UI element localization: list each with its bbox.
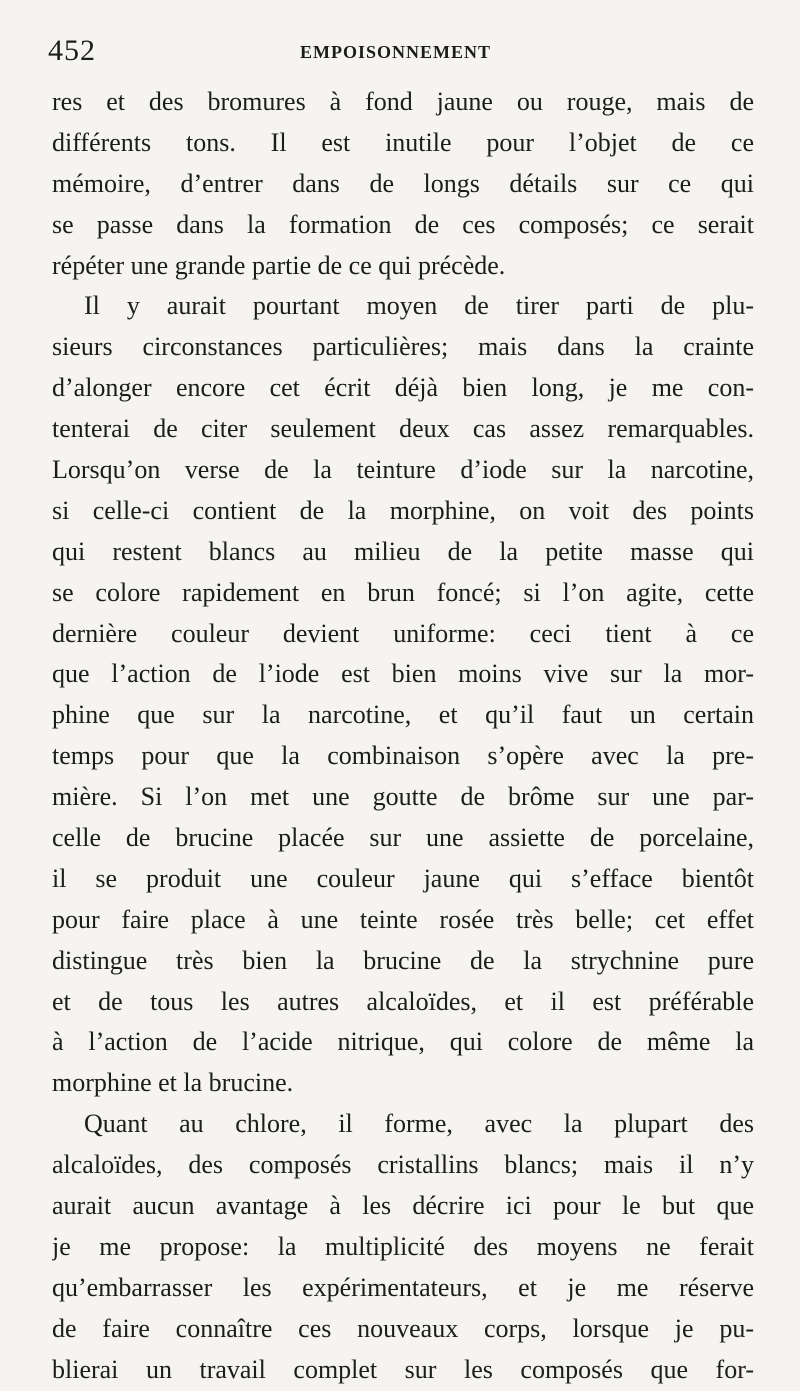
running-head: EMPOISONNEMENT bbox=[300, 42, 492, 62]
text-line: alcaloïdes, des composés cristallins blancs; mais il n’y bbox=[52, 1150, 754, 1180]
page-header bbox=[48, 32, 758, 72]
text-line: pour faire place à une teinte rosée très belle; cet effet bbox=[52, 904, 754, 934]
text-line: dernière couleur devient uniforme: ceci tient à ce bbox=[52, 618, 754, 648]
text-line: à l’action de l’acide nitrique, qui colore de même la bbox=[52, 1027, 754, 1057]
text-line: différents tons. Il est inutile pour l’objet de ce bbox=[52, 127, 754, 157]
text-line: je me propose: la multiplicité des moyens ne ferait bbox=[52, 1231, 754, 1261]
text-line: Il y aurait pourtant moyen de tirer parti de plu- bbox=[84, 291, 754, 321]
text-line: aurait aucun avantage à les décrire ici pour le but que bbox=[52, 1191, 754, 1221]
text-line: se passe dans la formation de ces composés; ce serait bbox=[52, 209, 754, 239]
text-line: si celle-ci contient de la morphine, on voit des points bbox=[52, 495, 754, 525]
text-line: celle de brucine placée sur une assiette de porcelaine, bbox=[52, 823, 754, 853]
text-line: tenterai de citer seulement deux cas assez remarquables. bbox=[52, 414, 754, 444]
text-line: phine que sur la narcotine, et qu’il faut un certain bbox=[52, 700, 754, 730]
text-line: mière. Si l’on met une goutte de brôme sur une par- bbox=[52, 782, 754, 812]
text-line: qu’embarrasser les expérimentateurs, et je me réserve bbox=[52, 1272, 754, 1302]
page-number: 452 bbox=[48, 34, 96, 67]
text-line: distingue très bien la brucine de la strychnine pure bbox=[52, 945, 754, 975]
text-line: Lorsqu’on verse de la teinture d’iode sur la narcotine, bbox=[52, 455, 754, 485]
text-line: sieurs circonstances particulières; mais dans la crainte bbox=[52, 332, 754, 362]
text-line: qui restent blancs au milieu de la petite masse qui bbox=[52, 536, 754, 566]
text-line: Quant au chlore, il forme, avec la plupart des bbox=[84, 1109, 754, 1139]
text-line: il se produit une couleur jaune qui s’efface bientôt bbox=[52, 863, 754, 893]
body-text bbox=[52, 82, 754, 1391]
text-line: que l’action de l’iode est bien moins vive sur la mor- bbox=[52, 659, 754, 689]
text-line: et de tous les autres alcaloïdes, et il est préférable bbox=[52, 986, 754, 1016]
text-line: temps pour que la combinaison s’opère avec la pre- bbox=[52, 741, 754, 771]
text-line: mémoire, d’entrer dans de longs détails sur ce qui bbox=[52, 168, 754, 198]
text-line: morphine et la brucine. bbox=[52, 1068, 294, 1098]
text-line: d’alonger encore cet écrit déjà bien long, je me con- bbox=[52, 373, 754, 403]
text-line: se colore rapidement en brun foncé; si l’on agite, cette bbox=[52, 577, 754, 607]
text-line: de faire connaître ces nouveaux corps, lorsque je pu- bbox=[52, 1313, 754, 1343]
text-line: res et des bromures à fond jaune ou rouge, mais de bbox=[52, 87, 754, 116]
text-line: blierai un travail complet sur les composés que for- bbox=[52, 1354, 754, 1384]
text-line: répéter une grande partie de ce qui précède. bbox=[52, 250, 506, 280]
